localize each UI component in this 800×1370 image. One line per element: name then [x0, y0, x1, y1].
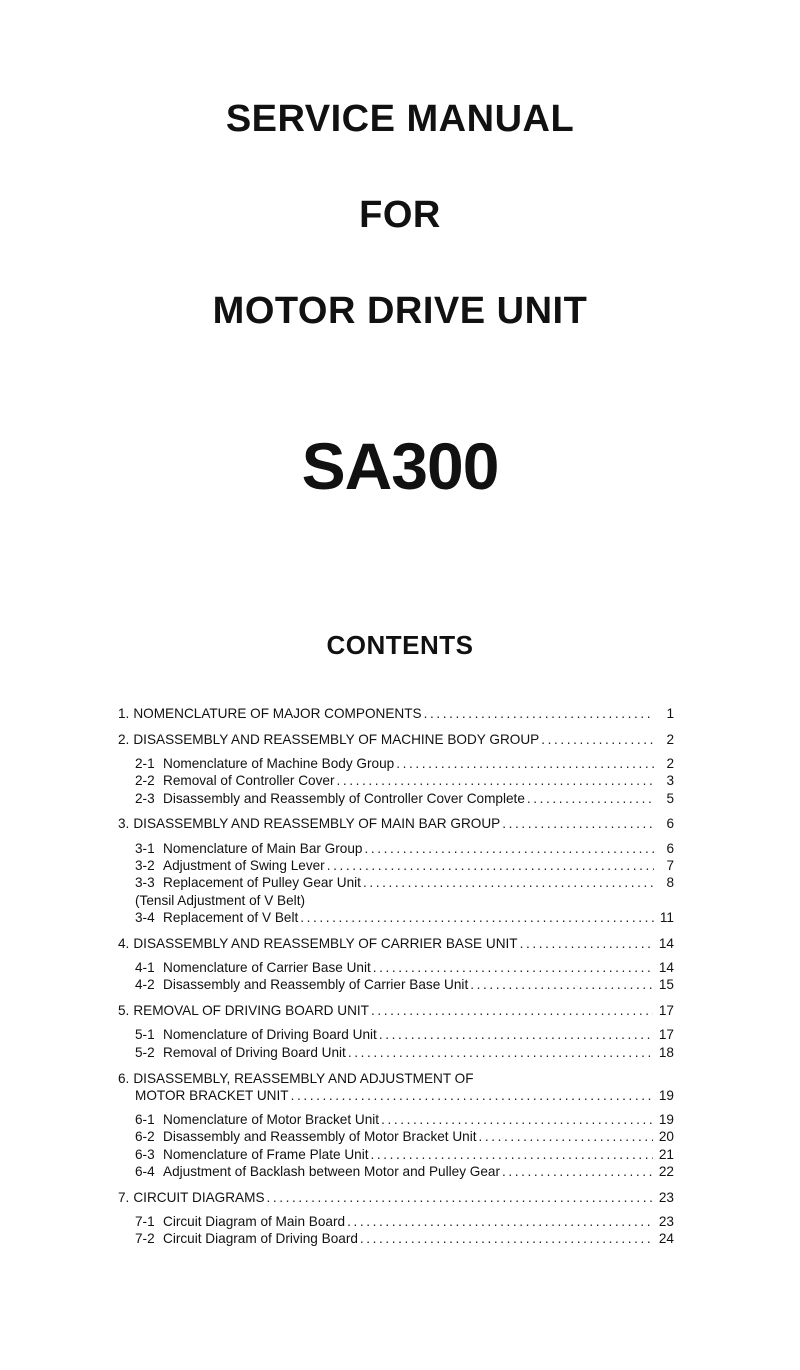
- toc-title: Nomenclature of Motor Bracket Unit: [163, 1112, 380, 1128]
- toc-page-number: 24: [658, 1231, 674, 1247]
- toc-section: [118, 892, 674, 909]
- toc-title: Nomenclature of Main Bar Group: [163, 840, 363, 856]
- model-number: SA300: [301, 429, 499, 503]
- toc-title: DISASSEMBLY, REASSEMBLY AND ADJUSTMENT OF: [133, 1070, 474, 1086]
- toc-subsection: [118, 1111, 674, 1128]
- toc-number: 2-1: [135, 756, 155, 772]
- dot-leader: [373, 959, 653, 976]
- toc-title: Disassembly and Reassembly of Controller Cover Complete: [163, 790, 525, 806]
- toc-title: DISASSEMBLY AND REASSEMBLY OF MACHINE BODY GROUP: [133, 731, 540, 747]
- toc-title: DISASSEMBLY AND REASSEMBLY OF MAIN BAR GROUP: [133, 816, 501, 832]
- table-of-contents: [118, 705, 674, 1248]
- toc-subsection: [118, 909, 674, 926]
- toc-number: 6-4: [135, 1164, 155, 1180]
- toc-title: Nomenclature of Driving Board Unit: [163, 1027, 377, 1043]
- toc-page-number: 17: [658, 1003, 674, 1019]
- toc-title: Circuit Diagram of Main Board: [163, 1214, 346, 1230]
- toc-number: 3-1: [135, 840, 155, 856]
- dot-leader: [527, 790, 654, 807]
- toc-number: 7-2: [135, 1231, 155, 1247]
- toc-page-number: 19: [658, 1087, 674, 1103]
- dot-leader: [381, 1111, 653, 1128]
- toc-section: [118, 1189, 674, 1206]
- toc-page-number: 7: [666, 858, 674, 874]
- toc-title: REMOVAL OF DRIVING BOARD UNIT: [133, 1003, 369, 1019]
- toc-section: [118, 1070, 674, 1087]
- toc-subsection: [118, 857, 674, 874]
- dot-leader: [520, 935, 653, 952]
- toc-title: Disassembly and Reassembly of Carrier Base Unit: [163, 977, 469, 993]
- toc-page-number: 23: [658, 1214, 674, 1230]
- toc-page-number: 1: [666, 706, 674, 721]
- toc-subsection: [118, 1128, 674, 1145]
- toc-title: Adjustment of Swing Lever: [163, 858, 325, 874]
- title-line-1: SERVICE MANUAL: [225, 98, 575, 140]
- dot-leader: [291, 1087, 653, 1104]
- toc-title: Replacement of V Belt: [163, 909, 299, 925]
- title-line-2: FOR: [359, 194, 441, 236]
- toc-number: 4.: [118, 935, 130, 951]
- toc-number: 1.: [118, 706, 130, 721]
- toc-number: 3-4: [135, 909, 155, 925]
- dot-leader: [502, 1163, 653, 1180]
- toc-title: DISASSEMBLY AND REASSEMBLY OF CARRIER BASE UNIT: [133, 935, 518, 951]
- toc-subsection: [118, 755, 674, 772]
- dot-leader: [267, 1189, 653, 1206]
- dot-leader: [541, 731, 654, 748]
- toc-number: 5-2: [135, 1044, 155, 1060]
- toc-number: 2.: [118, 731, 130, 747]
- toc-title: Removal of Controller Cover: [163, 773, 335, 789]
- dot-leader: [363, 874, 654, 891]
- toc-page-number: 3: [666, 773, 674, 789]
- toc-number: 4-1: [135, 960, 155, 976]
- toc-page-number: 2: [666, 731, 674, 747]
- toc-title: Nomenclature of Frame Plate Unit: [163, 1146, 369, 1162]
- title-line-3: MOTOR DRIVE UNIT: [212, 290, 588, 332]
- toc-subsection: [118, 1163, 674, 1180]
- toc-page-number: 22: [658, 1164, 674, 1180]
- contents-heading: CONTENTS: [326, 630, 474, 660]
- toc-page-number: 6: [666, 840, 674, 856]
- toc-subsection: [118, 874, 674, 891]
- toc-title: Nomenclature of Carrier Base Unit: [163, 960, 371, 976]
- toc-number: 7-1: [135, 1214, 155, 1230]
- toc-page-number: 21: [658, 1146, 674, 1162]
- toc-number: 2-3: [135, 790, 155, 806]
- toc-subsection: [118, 772, 674, 789]
- toc-section: [118, 731, 674, 748]
- toc-number: 6-2: [135, 1129, 155, 1145]
- toc-page-number: 15: [658, 977, 674, 993]
- toc-number: 5.: [118, 1003, 130, 1019]
- dot-leader: [364, 840, 654, 857]
- toc-page-number: 8: [666, 875, 674, 891]
- toc-page-number: 17: [658, 1027, 674, 1043]
- toc-subsection: [118, 1026, 674, 1043]
- toc-title: MOTOR BRACKET UNIT: [135, 1087, 289, 1103]
- toc-title: Disassembly and Reassembly of Motor Bracket Unit: [163, 1129, 477, 1145]
- toc-title: (Tensil Adjustment of V Belt): [135, 892, 305, 908]
- dot-leader: [502, 815, 654, 832]
- dot-leader: [347, 1213, 653, 1230]
- toc-page-number: 14: [658, 960, 674, 976]
- dot-leader: [470, 976, 653, 993]
- toc-page-number: 19: [658, 1112, 674, 1128]
- toc-subsection: [118, 1044, 674, 1061]
- toc-subsection: [118, 1146, 674, 1163]
- toc-title: Removal of Driving Board Unit: [163, 1044, 346, 1060]
- toc-number: 3-3: [135, 875, 155, 891]
- toc-title: Replacement of Pulley Gear Unit: [163, 875, 361, 891]
- toc-page-number: 2: [666, 756, 674, 772]
- toc-title: Circuit Diagram of Driving Board: [163, 1231, 358, 1247]
- toc-section: [118, 705, 674, 722]
- toc-subsection: [118, 1230, 674, 1247]
- toc-section: [118, 935, 674, 952]
- dot-leader: [371, 1002, 653, 1019]
- dot-leader: [327, 857, 654, 874]
- toc-title: Adjustment of Backlash between Motor and Pulley Gear: [163, 1164, 501, 1180]
- toc-number: 4-2: [135, 977, 155, 993]
- toc-number: 3-2: [135, 858, 155, 874]
- dot-leader: [360, 1230, 653, 1247]
- dot-leader: [371, 1146, 653, 1163]
- toc-number: 6-3: [135, 1146, 155, 1162]
- toc-page-number: 23: [658, 1189, 674, 1205]
- toc-number: 3.: [118, 816, 130, 832]
- toc-subsection: [118, 959, 674, 976]
- toc-page-number: 20: [658, 1129, 674, 1145]
- toc-title: Nomenclature of Machine Body Group: [163, 756, 395, 772]
- toc-subsection: [118, 1213, 674, 1230]
- toc-section: [118, 1087, 674, 1104]
- toc-section: [118, 815, 674, 832]
- dot-leader: [300, 909, 654, 926]
- toc-section: [118, 1002, 674, 1019]
- dot-leader: [379, 1026, 653, 1043]
- dot-leader: [424, 705, 654, 722]
- toc-page-number: 11: [659, 909, 674, 925]
- toc-subsection: [118, 790, 674, 807]
- dot-leader: [396, 755, 654, 772]
- toc-page-number: 6: [666, 816, 674, 832]
- toc-number: 6-1: [135, 1112, 155, 1128]
- toc-number: 5-1: [135, 1027, 155, 1043]
- toc-title: NOMENCLATURE OF MAJOR COMPONENTS: [133, 706, 422, 721]
- toc-number: 6.: [118, 1070, 130, 1086]
- toc-page-number: 18: [658, 1044, 674, 1060]
- toc-subsection: [118, 976, 674, 993]
- dot-leader: [348, 1044, 653, 1061]
- dot-leader: [479, 1128, 653, 1145]
- toc-page-number: 5: [666, 790, 674, 806]
- toc-page-number: 14: [658, 935, 674, 951]
- dot-leader: [337, 772, 655, 789]
- toc-number: 2-2: [135, 773, 155, 789]
- toc-number: 7.: [118, 1189, 130, 1205]
- toc-subsection: [118, 840, 674, 857]
- toc-title: CIRCUIT DIAGRAMS: [133, 1189, 265, 1205]
